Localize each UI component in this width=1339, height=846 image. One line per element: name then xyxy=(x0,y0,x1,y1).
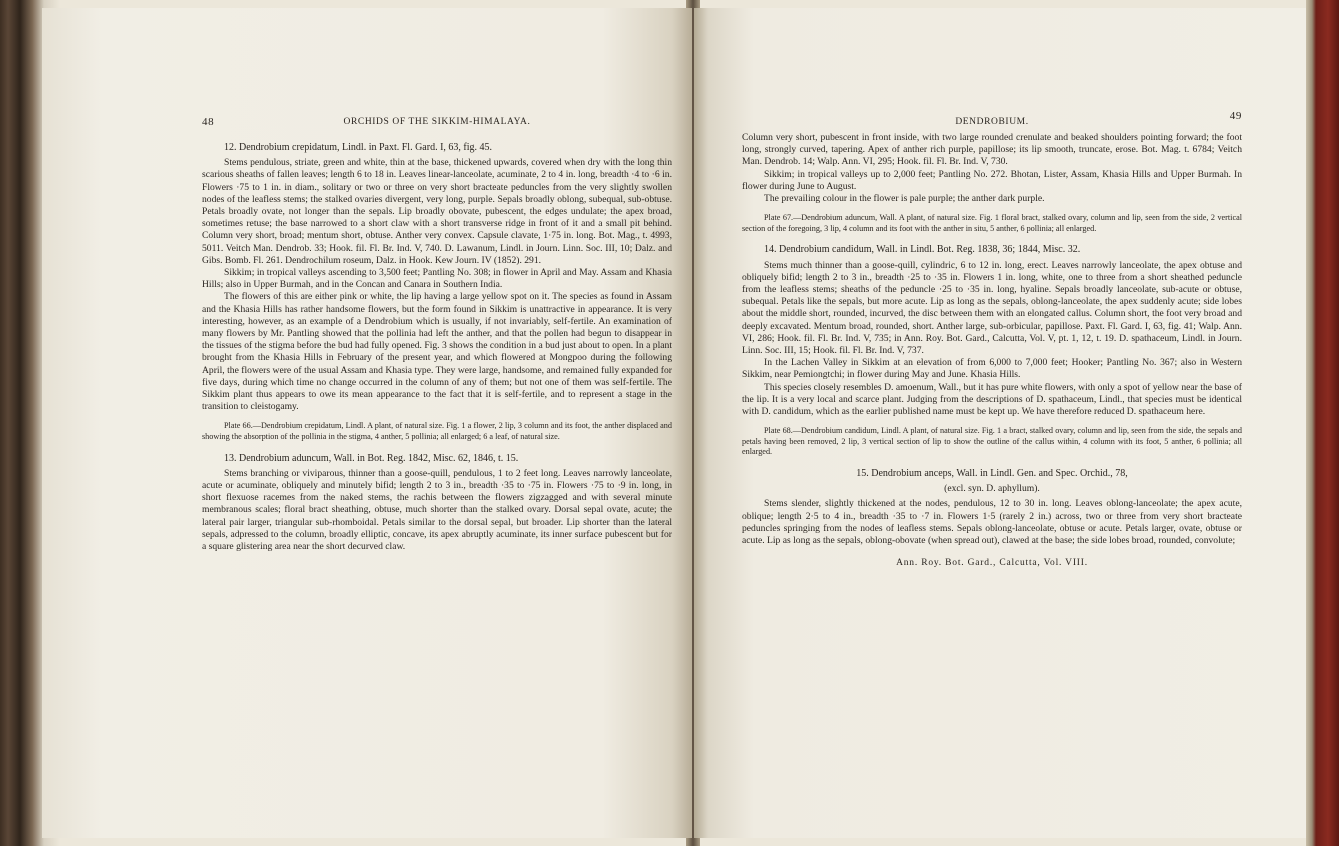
plate-66-caption: Plate 66.—Dendrobium crepidatum, Lindl. A plant, of natural size. Fig. 1 a flower, 2 lip, 3 column and its foot, the anther displaced and showing the absorption of the pollinia in the stigma, 4 anther, 5 pollinia; all enlarged; 6 a leaf, of natural size. xyxy=(202,421,672,442)
species-15-heading: 15. Dendrobium anceps, Wall. in Lindl. Gen. and Spec. Orchid., 78, xyxy=(856,468,1128,480)
species-13-colour: The prevailing colour in the flower is pale purple; the anther dark purple. xyxy=(764,193,1045,205)
species-12-distribution: Sikkim; in tropical valleys ascending to 3,500 feet; Pantling No. 308; in flower in April and May. Assam and Khasia Hills; also in Upper Burmah, and in the Concan and Canara in Southern India. xyxy=(202,267,672,291)
right-page-column xyxy=(742,110,1242,569)
right-running-title: DENDROBIUM. xyxy=(955,117,1029,127)
species-14-heading: 14. Dendrobium candidum, Wall. in Lindl. Bot. Reg. 1838, 36; 1844, Misc. 32. xyxy=(764,244,1081,256)
page-footer: Ann. Roy. Bot. Gard., Calcutta, Vol. VIII. xyxy=(896,558,1088,569)
left-running-title: ORCHIDS OF THE SIKKIM-HIMALAYA. xyxy=(343,117,531,127)
right-page-number: 49 xyxy=(1229,110,1242,122)
species-13-continued: Column very short, pubescent in front inside, with two large rounded crenulate and beaked shoulders pointing forward; the foot long, strongly curved, tapering. Apex of anther rich purple, papillose; its lip smooth, truncate, erose. Bot. Mag. t. 6784; Veitch Man. Dendrob. 14; Walp. Ann. VI, 295; Hook. fil. Fl. Br. Ind. V, 730. xyxy=(742,132,1242,168)
species-12-heading: 12. Dendrobium crepidatum, Lindl. in Paxt. Fl. Gard. I, 63, fig. 45. xyxy=(224,142,493,153)
species-15-description: Stems slender, slightly thickened at the nodes, pendulous, 12 to 30 in. long. Leaves oblong-lanceolate; the apex acute, oblique; length 2·5 to 4 in., breadth ·35 to ·7 in. Flowers 1·5 (rarely 2 in.) across, two or three from very short bracteate peduncles springing from the nodes of leafless stems. Sepals oblong-lanceolate, obtuse or acute. Petals larger, ovate, obtuse or acute. Lip as long as the sepals, oblong-obovate (when spread out), clawed at the base; the side lobes broad, rounded, convolute; xyxy=(742,498,1242,547)
plate-68-caption: Plate 68.—Dendrobium candidum, Lindl. A plant, of natural size. Fig. 1 a bract, stalked ovary, column and lip, seen from the side, the sepals and petals having been removed, 2 lip, 3 vertical section of lip to show the outline of the callus within, 4 column with its foot, 5 anther, 6 pollinia; all enlarged. xyxy=(742,426,1242,457)
species-12-description: Stems pendulous, striate, green and white, thin at the base, thickened upwards, covered when dry with the long thin scarious sheaths of fallen leaves; length 6 to 18 in. Leaves linear-lanceolate, acuminate, 2 to 4 in. long, breadth ·4 to ·6 in. Flowers ·75 to 1 in. in diam., solitary or two or three on very short bracteate peduncles from the very slightly swollen nodes of the leafless stems; the stalked ovaries divergent, very long, purple. Sepals broadly oblong, subequal, sub-obtuse. Petals broadly ovate, not longer than the sepals. Lip broadly obovate, pubescent, the edges undulate; the apex broad, sometimes retuse; the base narrowed to a short claw with a short transverse ridge in front of it and a small pit behind. Column very short, broad; mentum short, obtuse. Anther very convex. Capsule clavate, 1·75 in. long. Bot. Mag., t. 4993, 5011. Veitch Man. Dendrob. 33; Hook. fil. Fl. Br. Ind. V, 740. D. Lawanum, Lindl. in Journ. Linn. Soc. III, 10; Dalz. and Gibs. Bomb. Fl. 261. Dendrochilum roseum, Dalz. in Hook. Kew Journ. IV (1852). 291. xyxy=(202,157,672,266)
left-page xyxy=(42,8,692,838)
left-running-head xyxy=(202,116,672,132)
species-12-notes: The flowers of this are either pink or white, the lip having a large yellow spot on it. The species as found in Assam and the Khasia Hills has rather handsome flowers, but the form found in Sikkim is unattractive in appearance. It is very interesting, however, as an example of a Dendrobium which is usually, if not invariably, self-fertile. An examination of many flowers by Mr. Pantling showed that the pollinia had left the anther, and that the pollen had begun to disappear in the tissues of the stigma before the bud had fully opened. Fig. 3 shows the condition in a bud just about to open. In a plant brought from the Khasia Hills in February of the present year, and which flowered at Mongpoo during the following April, the flowers were of the usual Assam and Khasia type. They were large, handsome, and remained fully expanded for five days, during which time no change occurred in the column of any of them; but not one of them was self-fertile. The Sikkim plant thus appears to owe its mean appearance to the fact that it is self-fertile, and to represent a stage in the transition to cleistogamy. xyxy=(202,291,672,413)
plate-67-caption: Plate 67.—Dendrobium aduncum, Wall. A plant, of natural size. Fig. 1 floral bract, stalked ovary, column and lip, seen from the side, 2 vertical section of the foregoing, 3 lip, 4 column and its foot with the anther in situ, 5 anther, 6 pollinia; all enlarged. xyxy=(742,213,1242,233)
species-13-distribution: Sikkim; in tropical valleys up to 2,000 feet; Pantling No. 272. Bhotan, Lister, Assam, Khasia Hills and Upper Burmah. In flower during June to August. xyxy=(742,168,1242,192)
species-14-distribution: In the Lachen Valley in Sikkim at an elevation of from 6,000 to 7,000 feet; Hooker; Pantling No. 367; also in Western Sikkim, near Pemiongtchi; in flower during May and June. Khasia Hills. xyxy=(742,357,1242,381)
species-14-description: Stems much thinner than a goose-quill, cylindric, 6 to 12 in. long, erect. Leaves narrowly lanceolate, the apex obtuse and obliquely bifid; length 2 to 3 in., breadth ·25 to ·35 in. Flowers 1 in. long, white, one to three from a short sheathed peduncle from the leafless stems; sheaths of the peduncle ·25 to ·35 in. long, hyaline. Sepals broadly lanceolate, sub-acute or obtuse, subequal. Petals like the sepals, but more acute. Lip as long as the sepals, oblong-lanceolate, the apex suddenly acute; side lobes about the middle short, rounded, incurved, the disc between them with an elongated callus. Column short, the foot very broad and deeply excavated. Mentum broad, rounded, short. Anther large, sub-orbicular, papillose. Paxt. Fl. Gard. I, 63, fig. 41; Walp. Ann. VI, 286; Hook. fil. Fl. Br. Ind. V, 735; in Ann. Roy. Bot. Gard., Calcutta, Vol. V, pt. 1, 12, t. 19. D. spathaceum, Lindl. in Journ. Linn. Soc. III, 15; Hook. fil. Fl. Br. Ind. V, 737. xyxy=(742,259,1242,357)
right-page xyxy=(694,8,1306,838)
left-page-number: 48 xyxy=(202,116,215,128)
species-14-notes: This species closely resembles D. amoenum, Wall., but it has pure white flowers, with only a spot of yellow near the base of the lip. It is a very local and scarce plant. Judging from the descriptions of D. spathaceum, Lindl., that species must be identical with D. candidum, which as the earlier published name must be kept up. We have therefore reduced D. spathaceum here. xyxy=(742,381,1242,418)
left-page-column xyxy=(202,116,672,553)
species-15-subheading: (excl. syn. D. aphyllum). xyxy=(944,483,1040,495)
right-running-head xyxy=(742,110,1242,132)
species-13-description: Stems branching or viviparous, thinner than a goose-quill, pendulous, 1 to 2 feet long. Leaves narrowly lanceolate, acute or acuminate, obliquely and minutely bifid; length 2 to 3 in., breadth ·35 to ·75 in. Flowers ·75 to ·9 in. long, in short flexuose racemes from the naked stems, the rachis between the flowers zigzagged and with several minute membranous scales; floral bract sheathing, obtuse, much shorter than the stalked ovary. Dorsal sepal ovate, acute; the lateral pair larger, triangular sub-rhomboidal. Petals similar to the dorsal sepal, but broader. Lip shorter than the lateral sepals, adpressed to the column, broadly elliptic, concave, its apex abruptly acuminate, its inner surface pubescent but for a square glistering area near the short decurved claw. xyxy=(202,467,672,553)
species-13-heading: 13. Dendrobium aduncum, Wall. in Bot. Reg. 1842, Misc. 62, 1846, t. 15. xyxy=(224,452,519,464)
book-cover-edge xyxy=(1306,0,1339,846)
